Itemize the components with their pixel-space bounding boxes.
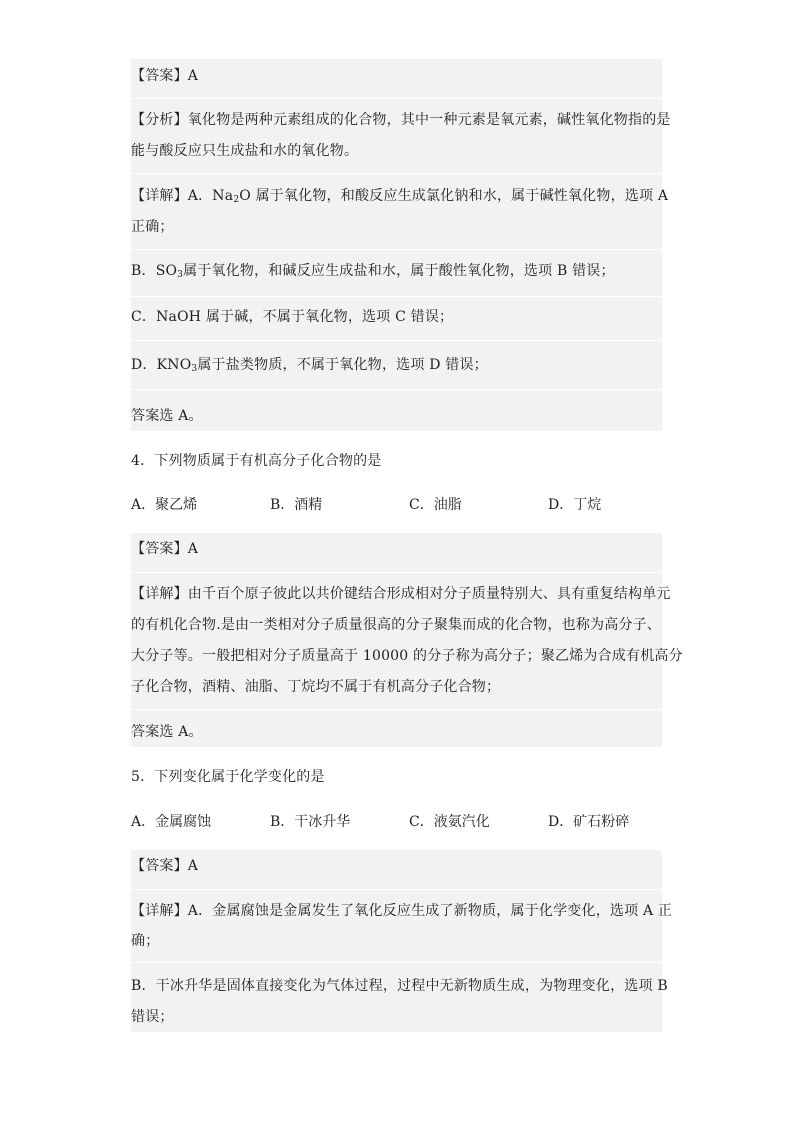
answer-block-2	[131, 533, 662, 747]
detail-a-line	[131, 188, 671, 204]
analysis-line-2: 能与酸反应只生成盐和水的氧化物。	[131, 143, 359, 159]
detail-line-2: 确；	[131, 933, 160, 949]
option-d: D．矿石粉碎	[548, 814, 630, 830]
subscript: 3	[177, 270, 184, 280]
conclusion: 答案选 A。	[131, 408, 203, 424]
row-divider	[131, 173, 662, 174]
option-c: C．液氨汽化	[409, 814, 490, 830]
option-c-explanation: C．NaOH 属于碱，不属于氧化物，选项 C 错误；	[131, 309, 454, 325]
row-divider	[131, 340, 662, 341]
detail-line-1: 【详解】由千百个原子彼此以共价键结合形成相对分子质量特别大、具有重复结构单元	[131, 586, 671, 602]
detail-a-line-2: 正确；	[131, 219, 174, 235]
answer-label: 【答案】A	[131, 541, 199, 557]
option-d-text: D．KNO	[131, 357, 192, 373]
answer-label: 【答案】A	[131, 858, 199, 874]
option-a: A．聚乙烯	[131, 497, 198, 513]
row-divider	[131, 962, 662, 963]
option-d-text-rest: 属于盐类物质，不属于氧化物，选项 D 错误；	[197, 357, 488, 373]
option-b: B．干冰升华	[270, 814, 351, 830]
option-b-explanation-2: 错误；	[131, 1009, 174, 1025]
row-divider	[131, 889, 662, 890]
option-b: B．酒精	[270, 497, 323, 513]
row-divider	[131, 389, 662, 390]
answer-label: 【答案】A	[131, 68, 199, 84]
detail-a-text: 【详解】A．Na	[131, 188, 234, 204]
option-d-explanation	[131, 357, 671, 373]
row-divider	[131, 709, 662, 710]
option-b-explanation	[131, 263, 671, 279]
detail-line-1: 【详解】A．金属腐蚀是金属发生了氧化反应生成了新物质，属于化学变化，选项 A 正	[131, 903, 673, 919]
subscript: 3	[191, 364, 198, 374]
conclusion: 答案选 A。	[131, 724, 203, 740]
row-divider	[131, 98, 662, 99]
row-divider	[131, 572, 662, 573]
option-b-text: B．SO	[131, 263, 178, 279]
option-c: C．油脂	[409, 497, 462, 513]
option-b-text-rest: 属于氧化物，和碱反应生成盐和水，属于酸性氧化物，选项 B 错误；	[183, 263, 615, 279]
analysis-line-1: 【分析】氧化物是两种元素组成的化合物，其中一种元素是氧元素，碱性氧化物指的是	[131, 112, 671, 128]
detail-a-text-rest: O 属于氧化物，和酸反应生成氯化钠和水，属于碱性氧化物，选项 A	[239, 188, 669, 204]
detail-line-2: 的有机化合物.是由一类相对分子质量很高的分子聚集而成的化合物，也称为高分子、	[131, 617, 662, 633]
question-5-stem: 5．下列变化属于化学变化的是	[131, 769, 325, 785]
subscript: 2	[233, 195, 240, 205]
row-divider	[131, 296, 662, 297]
row-divider	[131, 249, 662, 250]
option-a: A．金属腐蚀	[131, 814, 212, 830]
detail-line-4: 子化合物，酒精、油脂、丁烷均不属于有机高分子化合物；	[131, 679, 501, 695]
question-4-stem: 4．下列物质属于有机高分子化合物的是	[131, 453, 382, 469]
option-d: D．丁烷	[548, 497, 602, 513]
option-b-explanation-1: B．干冰升华是固体直接变化为气体过程，过程中无新物质生成，为物理变化，选项 B	[131, 978, 668, 994]
detail-line-3: 大分子等。一般把相对分子质量高于 10000 的分子称为高分子；聚乙烯为合成有机高分	[131, 648, 683, 664]
